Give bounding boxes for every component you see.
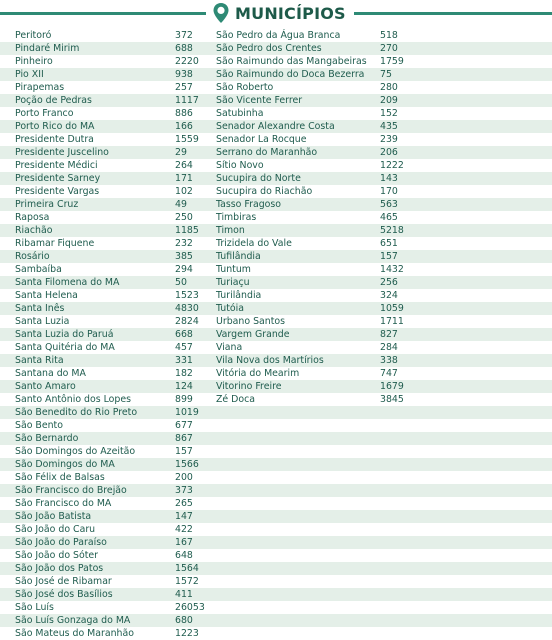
municipality-name: Santa Helena [15,290,78,301]
table-row [0,159,552,172]
title-block [206,0,354,26]
table-row [0,549,552,562]
municipality-name: Timon [216,225,245,236]
municipality-name: Tuntum [216,264,251,275]
municipality-value: 827 [380,329,398,340]
municipality-value: 75 [380,69,392,80]
municipality-value: 143 [380,173,398,184]
municipality-value: 1559 [175,134,199,145]
municipality-name: Satubinha [216,108,264,119]
table-row [0,237,552,250]
municipality-value: 2824 [175,316,199,327]
municipality-name: Vargem Grande [216,329,290,340]
municipality-value: 1523 [175,290,199,301]
municipality-value: 435 [380,121,398,132]
municipality-name: São José de Ribamar [15,576,112,587]
table-row [0,198,552,211]
municipality-name: São Vicente Ferrer [216,95,303,106]
municipality-value: 26053 [175,602,205,613]
municipality-value: 1185 [175,225,199,236]
municipality-name: Pirapemas [15,82,65,93]
municipality-value: 209 [380,95,398,106]
municipality-name: Riachão [15,225,53,236]
municipality-value: 270 [380,43,398,54]
table-row [0,588,552,601]
table-row [0,328,552,341]
municipality-value: 899 [175,394,193,405]
municipality-value: 338 [380,355,398,366]
table-row [0,419,552,432]
table-row [0,471,552,484]
municipality-value: 264 [175,160,193,171]
municipality-name: Turilândia [216,290,262,301]
municipality-value: 1679 [380,381,404,392]
table-row [0,276,552,289]
municipalities-table [0,29,552,640]
municipality-value: 677 [175,420,193,431]
municipality-name: Santa Inês [15,303,65,314]
municipality-value: 294 [175,264,193,275]
municipality-value: 1572 [175,576,199,587]
municipality-value: 49 [175,199,187,210]
municipality-name: Poção de Pedras [15,95,92,106]
municipality-name: São Francisco do MA [15,498,112,509]
municipality-value: 668 [175,329,193,340]
municipality-value: 688 [175,43,193,54]
municipality-value: 102 [175,186,193,197]
municipality-value: 867 [175,433,193,444]
municipality-name: São Bernardo [15,433,79,444]
municipality-value: 938 [175,69,193,80]
table-row [0,497,552,510]
table-row [0,81,552,94]
municipality-name: Sítio Novo [216,160,264,171]
municipality-value: 29 [175,147,187,158]
table-row [0,172,552,185]
table-row [0,341,552,354]
municipality-value: 1222 [380,160,404,171]
table-row [0,289,552,302]
table-row [0,536,552,549]
municipality-value: 256 [380,277,398,288]
table-row [0,380,552,393]
municipality-value: 1564 [175,563,199,574]
table-row [0,120,552,133]
municipality-name: Peritoró [15,30,52,41]
table-row [0,315,552,328]
table-row [0,211,552,224]
municipality-name: Santa Rita [15,355,64,366]
municipality-value: 5218 [380,225,404,236]
municipality-value: 422 [175,524,193,535]
municipality-name: São Roberto [216,82,274,93]
municipality-name: Ribamar Fiquene [15,238,95,249]
municipality-value: 171 [175,173,193,184]
municipality-value: 747 [380,368,398,379]
table-row [0,250,552,263]
municipality-value: 324 [380,290,398,301]
municipality-name: Senador Alexandre Costa [216,121,335,132]
municipality-name: Presidente Sarney [15,173,101,184]
municipality-name: Timbiras [216,212,257,223]
municipality-value: 411 [175,589,193,600]
municipality-name: Tutóia [216,303,245,314]
map-pin-icon [212,2,230,24]
municipality-name: Trizidela do Vale [216,238,292,249]
municipality-value: 1566 [175,459,199,470]
municipality-name: São Pedro da Água Branca [216,30,341,41]
municipality-name: Porto Rico do MA [15,121,95,132]
municipality-value: 157 [175,446,193,457]
table-row [0,562,552,575]
table-row [0,432,552,445]
municipality-value: 563 [380,199,398,210]
municipality-name: Urbano Santos [216,316,286,327]
table-row [0,445,552,458]
municipality-value: 1223 [175,628,199,639]
municipality-value: 1117 [175,95,199,106]
municipality-name: São Luís Gonzaga do MA [15,615,131,626]
municipality-name: Santo Amaro [15,381,76,392]
municipality-name: Sucupira do Riachão [216,186,313,197]
municipality-name: São José dos Basílios [15,589,113,600]
municipality-name: Serrano do Maranhão [216,147,318,158]
municipality-name: São Raimundo do Doca Bezerra [216,69,365,80]
table-row [0,302,552,315]
municipality-name: São Domingos do MA [15,459,115,470]
municipality-value: 372 [175,30,193,41]
municipality-name: Santana do MA [15,368,86,379]
page-title: MUNICÍPIOS [235,3,346,23]
table-row [0,133,552,146]
table-row [0,68,552,81]
municipality-name: Vila Nova dos Martírios [216,355,324,366]
municipality-value: 3845 [380,394,404,405]
table-row [0,354,552,367]
municipality-name: São João do Caru [15,524,96,535]
table-row [0,601,552,614]
municipality-value: 385 [175,251,193,262]
municipality-name: Presidente Juscelino [15,147,109,158]
municipality-name: Pinheiro [15,56,53,67]
table-row [0,523,552,536]
municipality-value: 1432 [380,264,404,275]
municipality-value: 331 [175,355,193,366]
municipality-value: 280 [380,82,398,93]
municipality-value: 4830 [175,303,199,314]
municipality-name: São Félix de Balsas [15,472,105,483]
municipality-name: Santo Antônio dos Lopes [15,394,132,405]
table-row [0,42,552,55]
municipality-value: 1019 [175,407,199,418]
municipality-value: 257 [175,82,193,93]
municipality-value: 457 [175,342,193,353]
municipality-value: 648 [175,550,193,561]
municipality-name: Santa Quitéria do MA [15,342,115,353]
municipality-name: São Francisco do Brejão [15,485,127,496]
municipality-value: 157 [380,251,398,262]
table-row [0,29,552,42]
table-row [0,510,552,523]
municipality-name: São Benedito do Rio Preto [15,407,138,418]
table-row [0,55,552,68]
municipality-value: 1711 [380,316,404,327]
municipality-value: 373 [175,485,193,496]
municipality-name: São João Batista [15,511,92,522]
municipality-value: 152 [380,108,398,119]
municipality-value: 518 [380,30,398,41]
table-row [0,367,552,380]
municipality-value: 2220 [175,56,199,67]
municipality-value: 651 [380,238,398,249]
municipality-name: São Pedro dos Crentes [216,43,322,54]
municipality-name: Porto Franco [15,108,74,119]
municipality-name: Santa Luzia do Paruá [15,329,114,340]
municipality-value: 182 [175,368,193,379]
municipality-value: 265 [175,498,193,509]
municipality-name: Rosário [15,251,50,262]
municipality-name: Raposa [15,212,50,223]
municipality-name: Sucupira do Norte [216,173,301,184]
table-row [0,146,552,159]
municipality-name: Primeira Cruz [15,199,79,210]
table-row [0,614,552,627]
municipality-name: Santa Luzia [15,316,70,327]
municipality-value: 206 [380,147,398,158]
municipality-value: 1059 [380,303,404,314]
municipality-name: Presidente Dutra [15,134,94,145]
municipality-value: 50 [175,277,187,288]
table-row [0,575,552,588]
municipality-name: São João dos Patos [15,563,104,574]
municipality-name: São Luís [15,602,54,613]
municipality-value: 465 [380,212,398,223]
municipality-name: São Mateus do Maranhão [15,628,134,639]
municipality-value: 200 [175,472,193,483]
header [0,0,552,27]
municipality-name: Sambaíba [15,264,62,275]
table-row [0,185,552,198]
table-row [0,458,552,471]
municipality-name: Presidente Vargas [15,186,100,197]
municipality-name: Tasso Fragoso [216,199,282,210]
municipality-value: 167 [175,537,193,548]
municipality-name: São João do Sóter [15,550,99,561]
municipality-value: 284 [380,342,398,353]
municipality-name: Pio XII [15,69,44,80]
municipality-value: 170 [380,186,398,197]
table-row [0,94,552,107]
table-row [0,107,552,120]
table-row [0,627,552,640]
municipality-name: Santa Filomena do MA [15,277,120,288]
municipality-name: Viana [216,342,243,353]
municipality-value: 124 [175,381,193,392]
table-row [0,263,552,276]
municipality-value: 166 [175,121,193,132]
municipality-name: Presidente Médici [15,160,98,171]
municipality-name: São Bento [15,420,63,431]
municipality-value: 886 [175,108,193,119]
municipality-name: São Domingos do Azeitão [15,446,136,457]
table-row [0,224,552,237]
municipality-value: 250 [175,212,193,223]
municipality-value: 680 [175,615,193,626]
table-row [0,406,552,419]
table-row [0,484,552,497]
municipality-name: Tufilândia [216,251,261,262]
municipality-value: 1759 [380,56,404,67]
table-row [0,393,552,406]
municipality-name: Zé Doca [216,394,256,405]
municipality-name: Senador La Rocque [216,134,307,145]
municipality-name: Vitória do Mearim [216,368,300,379]
municipality-name: Pindaré Mirim [15,43,80,54]
municipality-value: 147 [175,511,193,522]
municipality-value: 239 [380,134,398,145]
municipality-name: São Raimundo das Mangabeiras [216,56,367,67]
municipality-name: São João do Paraíso [15,537,107,548]
municipality-value: 232 [175,238,193,249]
municipality-name: Vitorino Freire [216,381,282,392]
municipality-name: Turiaçu [216,277,250,288]
